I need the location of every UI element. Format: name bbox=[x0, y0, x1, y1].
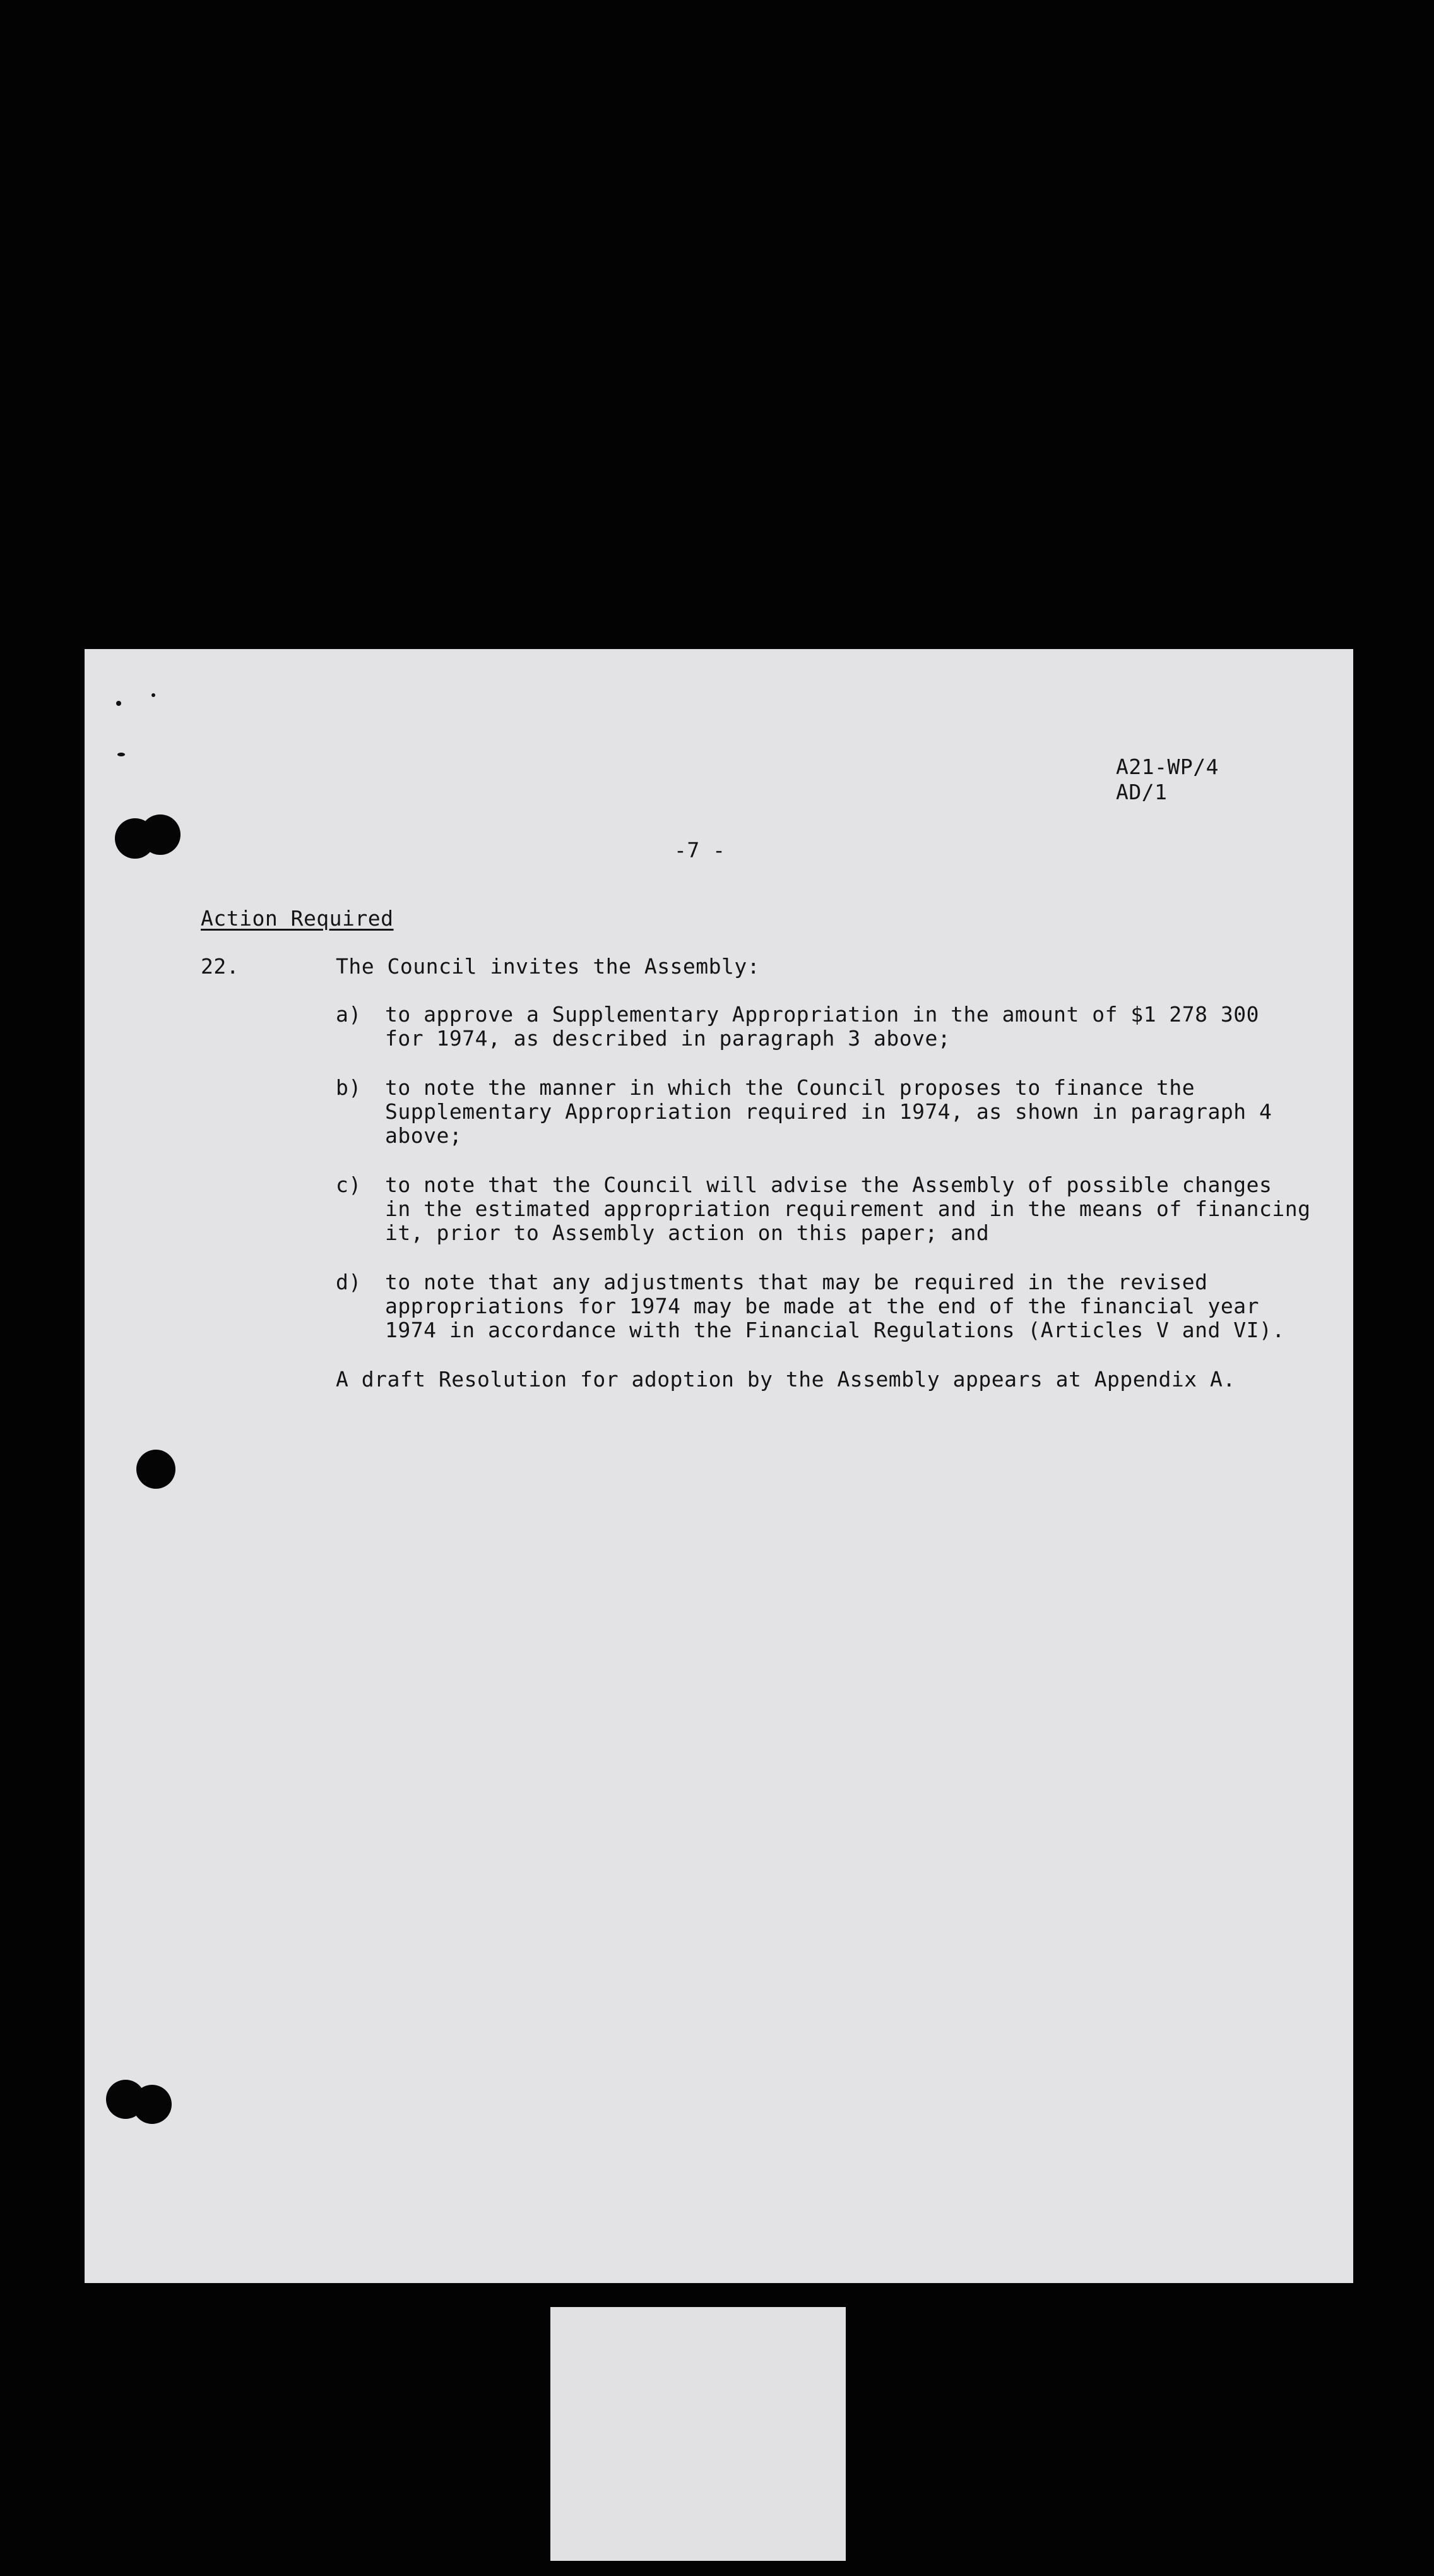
page-number: -7 - bbox=[674, 838, 726, 862]
paragraph-intro: The Council invites the Assembly: bbox=[336, 954, 761, 979]
paper-speck bbox=[151, 693, 155, 697]
section-heading: Action Required bbox=[201, 906, 394, 931]
item-a-line-2: for 1974, as described in paragraph 3 above; bbox=[385, 1026, 951, 1051]
item-c-line-2: in the estimated appropriation requirement and in the means of financing bbox=[385, 1196, 1311, 1221]
item-letter-b: b) bbox=[336, 1075, 362, 1100]
document-reference-sub: AD/1 bbox=[1116, 780, 1168, 804]
closing-statement: A draft Resolution for adoption by the Assembly appears at Appendix A. bbox=[336, 1367, 1236, 1392]
paper-speck bbox=[116, 701, 121, 706]
document-page bbox=[85, 649, 1353, 2283]
document-reference-code: A21-WP/4 bbox=[1116, 754, 1219, 779]
punch-hole-top-overlap bbox=[140, 814, 181, 855]
item-b-line-1: to note the manner in which the Council proposes to finance the bbox=[385, 1075, 1195, 1100]
item-a-line-1: to approve a Supplementary Appropriation in the amount of $1 278 300 bbox=[385, 1002, 1260, 1027]
item-d-line-2: appropriations for 1974 may be made at the end of the financial year bbox=[385, 1294, 1260, 1318]
item-letter-a: a) bbox=[336, 1002, 362, 1027]
paper-speck bbox=[117, 753, 125, 756]
item-c-line-3: it, prior to Assembly action on this paper; and bbox=[385, 1220, 990, 1245]
item-b-line-2: Supplementary Appropriation required in 1974, as shown in paragraph 4 bbox=[385, 1099, 1272, 1124]
bottom-paper-slip bbox=[550, 2307, 846, 2561]
item-d-line-3: 1974 in accordance with the Financial Regulations (Articles V and VI). bbox=[385, 1318, 1285, 1342]
punch-hole-bottom-overlap bbox=[133, 2085, 172, 2124]
punch-hole-middle bbox=[136, 1450, 175, 1489]
item-letter-d: d) bbox=[336, 1270, 362, 1294]
item-letter-c: c) bbox=[336, 1172, 362, 1197]
item-b-line-3: above; bbox=[385, 1123, 463, 1148]
item-c-line-1: to note that the Council will advise the Assembly of possible changes bbox=[385, 1172, 1272, 1197]
item-d-line-1: to note that any adjustments that may be required in the revised bbox=[385, 1270, 1208, 1294]
paragraph-number: 22. bbox=[201, 954, 240, 979]
